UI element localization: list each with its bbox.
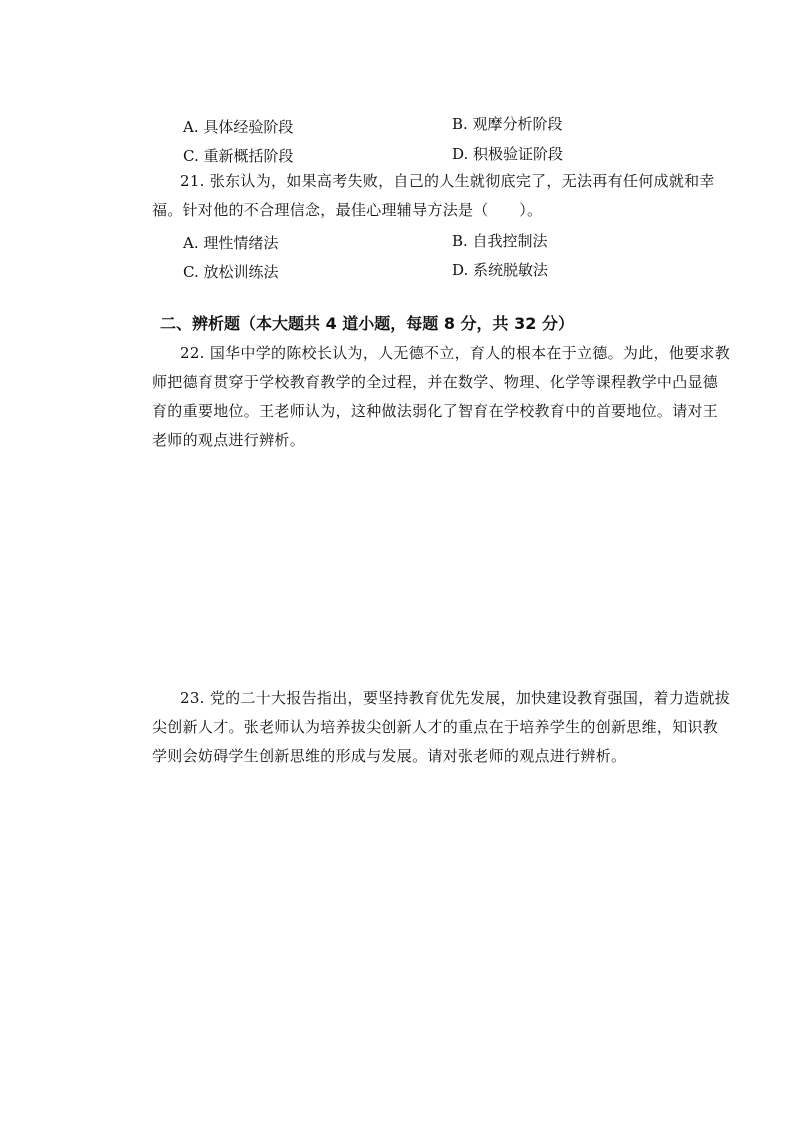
section-heading: 二、辨析题（本大题共 4 道小题，每题 8 分，共 32 分） [160,314,574,333]
q22-text: 22. 国华中学的陈校长认为，人无德不立，育人的根本在于立德。为此，他要求教师把德育贯穿于学校教育教学的全过程，并在数学、物理、化学等课程教学中凸显德育的重要地位。王老师认为，这种做法弱化了智育在学校教育中的首要地位。请对王老师的观点进行辨析。 [152,344,731,449]
q21-option-d: D. 系统脱敏法 [452,261,549,279]
q20-option-b: B. 观摩分析阶段 [452,115,563,133]
q20-option-d: D. 积极验证阶段 [452,145,564,163]
q21-option-a: A. 理性情绪法 [183,234,279,252]
q21-stem: 21. 张东认为，如果高考失败，自己的人生就彻底完了，无法再有任何成就和幸福。针对他的不合理信念，最佳心理辅导方法是（ ）。 [152,172,715,219]
q21-option-b: B. 自我控制法 [452,232,548,250]
q21-option-c: C. 放松训练法 [183,263,279,281]
q20-option-c: C. 重新概括阶段 [183,147,294,165]
q23-text: 23. 党的二十大报告指出，要坚持教育优先发展，加快建设教育强国，着力造就拔尖创新人才。张老师认为培养拔尖创新人才的重点在于培养学生的创新思维，知识教学则会妨碍学生创新思维的形成与发展。请对张老师的观点进行辨析。 [152,689,731,765]
q20-option-a: A. 具体经验阶段 [183,118,294,136]
